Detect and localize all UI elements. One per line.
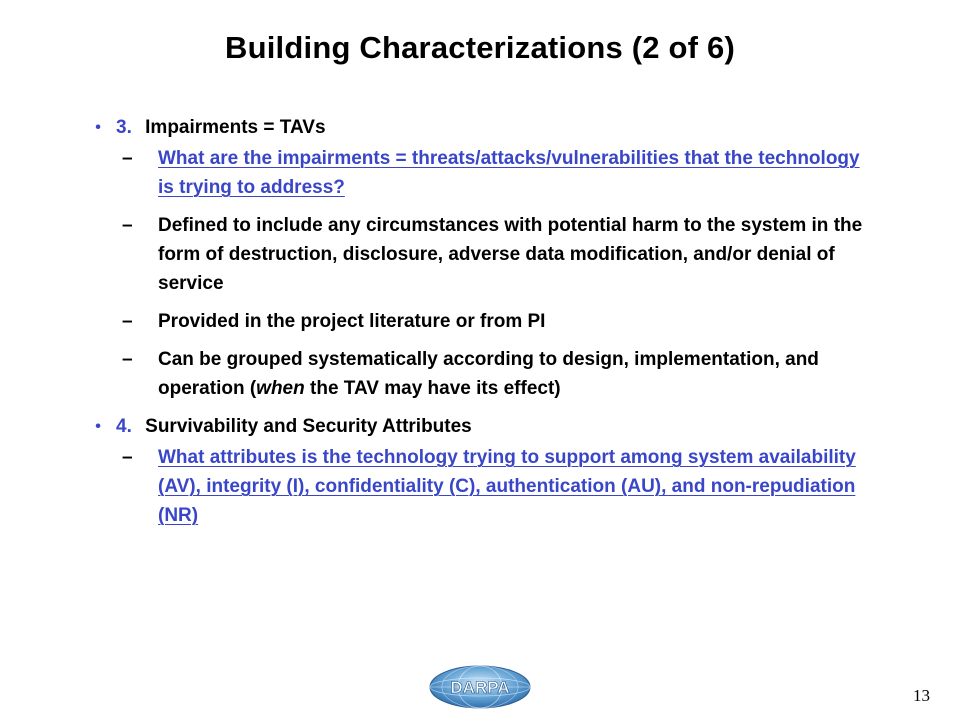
darpa-globe-logo-icon	[427, 664, 533, 710]
dash-marker: –	[122, 447, 133, 468]
sub-bullet-attributes-question	[116, 443, 900, 530]
grouping-text-emphasis: when	[256, 378, 305, 399]
attributes-question-link[interactable]: What attributes is the technology trying to support among system availability (AV), integrity (I), confidentiality (C), authentication (AU), and non-repudiation (NR)	[158, 447, 856, 526]
bullet-attributes	[80, 412, 900, 441]
darpa-logo-text: DARPA	[450, 678, 510, 697]
sub-bullet-source	[116, 307, 900, 336]
sub-bullet-impairments-question	[116, 144, 900, 202]
impairments-question-link[interactable]: What are the impairments = threats/attacks/vulnerabilities that the technology is trying to address?	[158, 148, 860, 198]
bullet-impairments	[80, 113, 900, 142]
section-heading: Survivability and Security Attributes	[145, 416, 472, 437]
dash-marker: –	[122, 349, 133, 370]
dash-marker: –	[122, 148, 133, 169]
sub-bullet-definition	[116, 211, 900, 298]
dash-marker: –	[122, 311, 133, 332]
sub-bullet-grouping	[116, 345, 900, 403]
bullet-dot-icon: •	[95, 418, 101, 435]
page-number: 13	[913, 686, 930, 705]
section-number: 3.	[116, 117, 132, 138]
bullet-dot-icon: •	[95, 119, 101, 136]
grouping-text-after: the TAV may have its effect)	[304, 378, 561, 399]
slide-content	[80, 113, 900, 539]
grouping-text	[158, 345, 868, 403]
section-number: 4.	[116, 416, 132, 437]
source-text: Provided in the project literature or from PI	[158, 311, 546, 332]
definition-text: Defined to include any circumstances with potential harm to the system in the form of destruction, disclosure, adverse data modification, and/or denial of service	[158, 215, 863, 294]
section-heading: Impairments = TAVs	[145, 117, 326, 138]
slide-title: Building Characterizations (2 of 6)	[225, 30, 735, 65]
dash-marker: –	[122, 215, 133, 236]
grouping-text-before: Can be grouped systematically according to design, implementation, and operation (	[158, 349, 819, 399]
